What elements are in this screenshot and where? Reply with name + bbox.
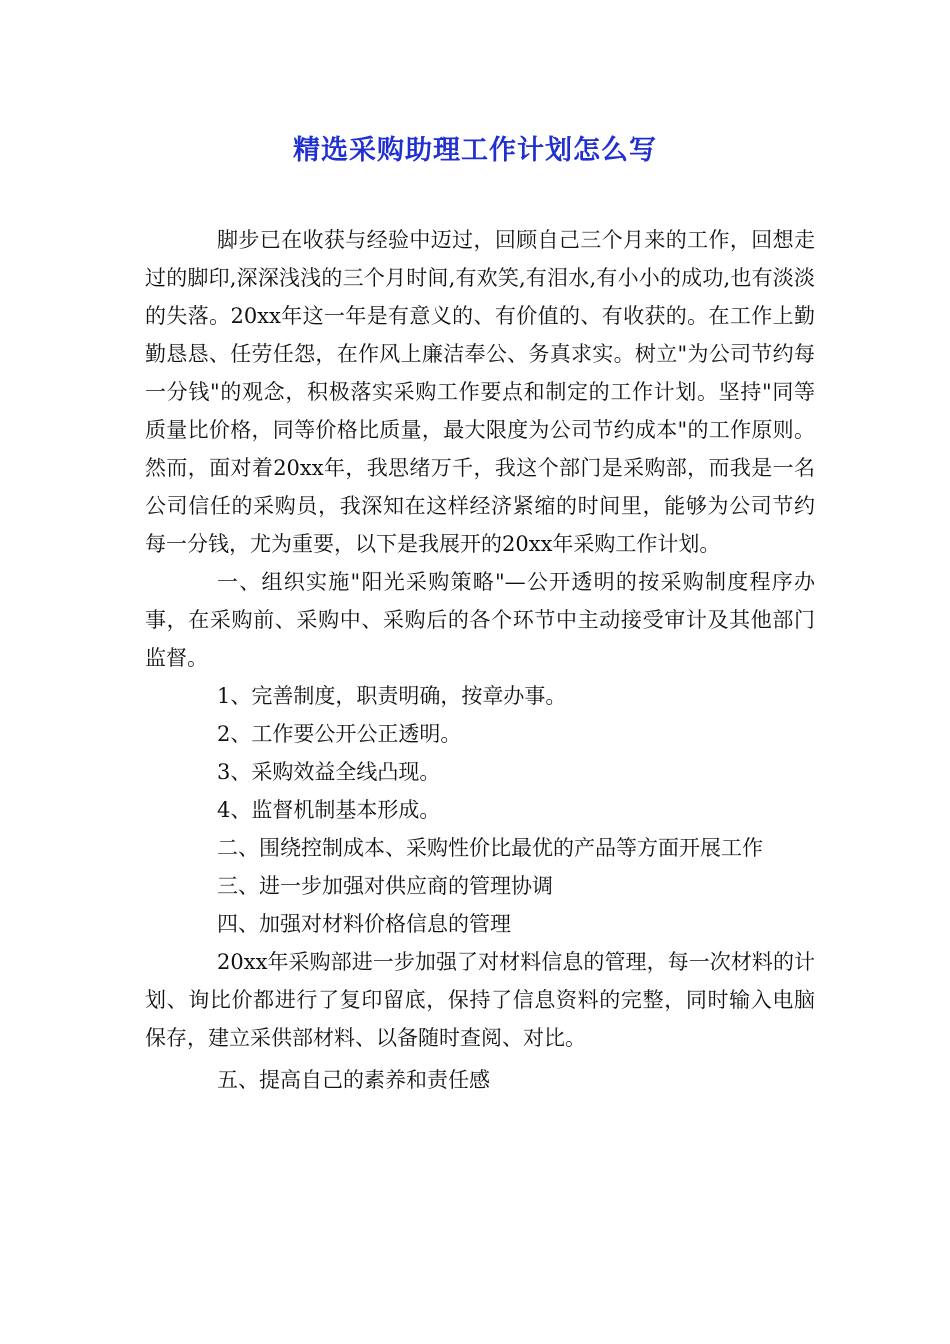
- section-four-paragraph: 20xx年采购部进一步加强了对材料信息的管理，每一次材料的计划、询比价都进行了复印留底，保持了信息资料的完整，同时输入电脑保存，建立采供部材料、以备随时查阅、对比。: [145, 950, 815, 1050]
- section-one-heading: 一、组织实施"阳光采购策略"—公开透明的按采购制度程序办事，在采购前、采购中、采购后的各个环节中主动接受审计及其他部门监督。: [145, 570, 815, 670]
- document-title: 精选采购助理工作计划怎么写: [293, 135, 657, 166]
- list-item: 1、完善制度，职责明确，按章办事。: [217, 684, 567, 708]
- list-item: 2、工作要公开公正透明。: [217, 722, 462, 746]
- list-item: 3、采购效益全线凸现。: [217, 760, 441, 784]
- section-two-heading: 二、围绕控制成本、采购性价比最优的产品等方面开展工作: [217, 836, 763, 860]
- intro-paragraph: 脚步已在收获与经验中迈过，回顾自己三个月来的工作，回想走过的脚印,深深浅浅的三个月时间,有欢笑,有泪水,有小小的成功,也有淡淡的失落。20xx年这一年是有意义的、有价值的、有收获的。在工作上勤勤恳恳、任劳任怨，在作风上廉洁奉公、务真求实。树立"为公司节约每一分钱"的观念，积极落实采购工作要点和制定的工作计划。坚持"同等质量比价格，同等价格比质量，最大限度为公司节约成本"的工作原则。然而，面对着20xx年，我思绪万千，我这个部门是采购部，而我是一名公司信任的采购员，我深知在这样经济紧缩的时间里，能够为公司节约每一分钱，尤为重要，以下是我展开的20xx年采购工作计划。: [145, 228, 815, 556]
- list-item: 4、监督机制基本形成。: [217, 798, 441, 822]
- document-body: [145, 221, 815, 1099]
- section-three-heading: 三、进一步加强对供应商的管理协调: [217, 874, 553, 898]
- section-four-heading: 四、加强对材料价格信息的管理: [217, 912, 511, 936]
- section-five-heading: 五、提高自己的素养和责任感: [217, 1068, 490, 1092]
